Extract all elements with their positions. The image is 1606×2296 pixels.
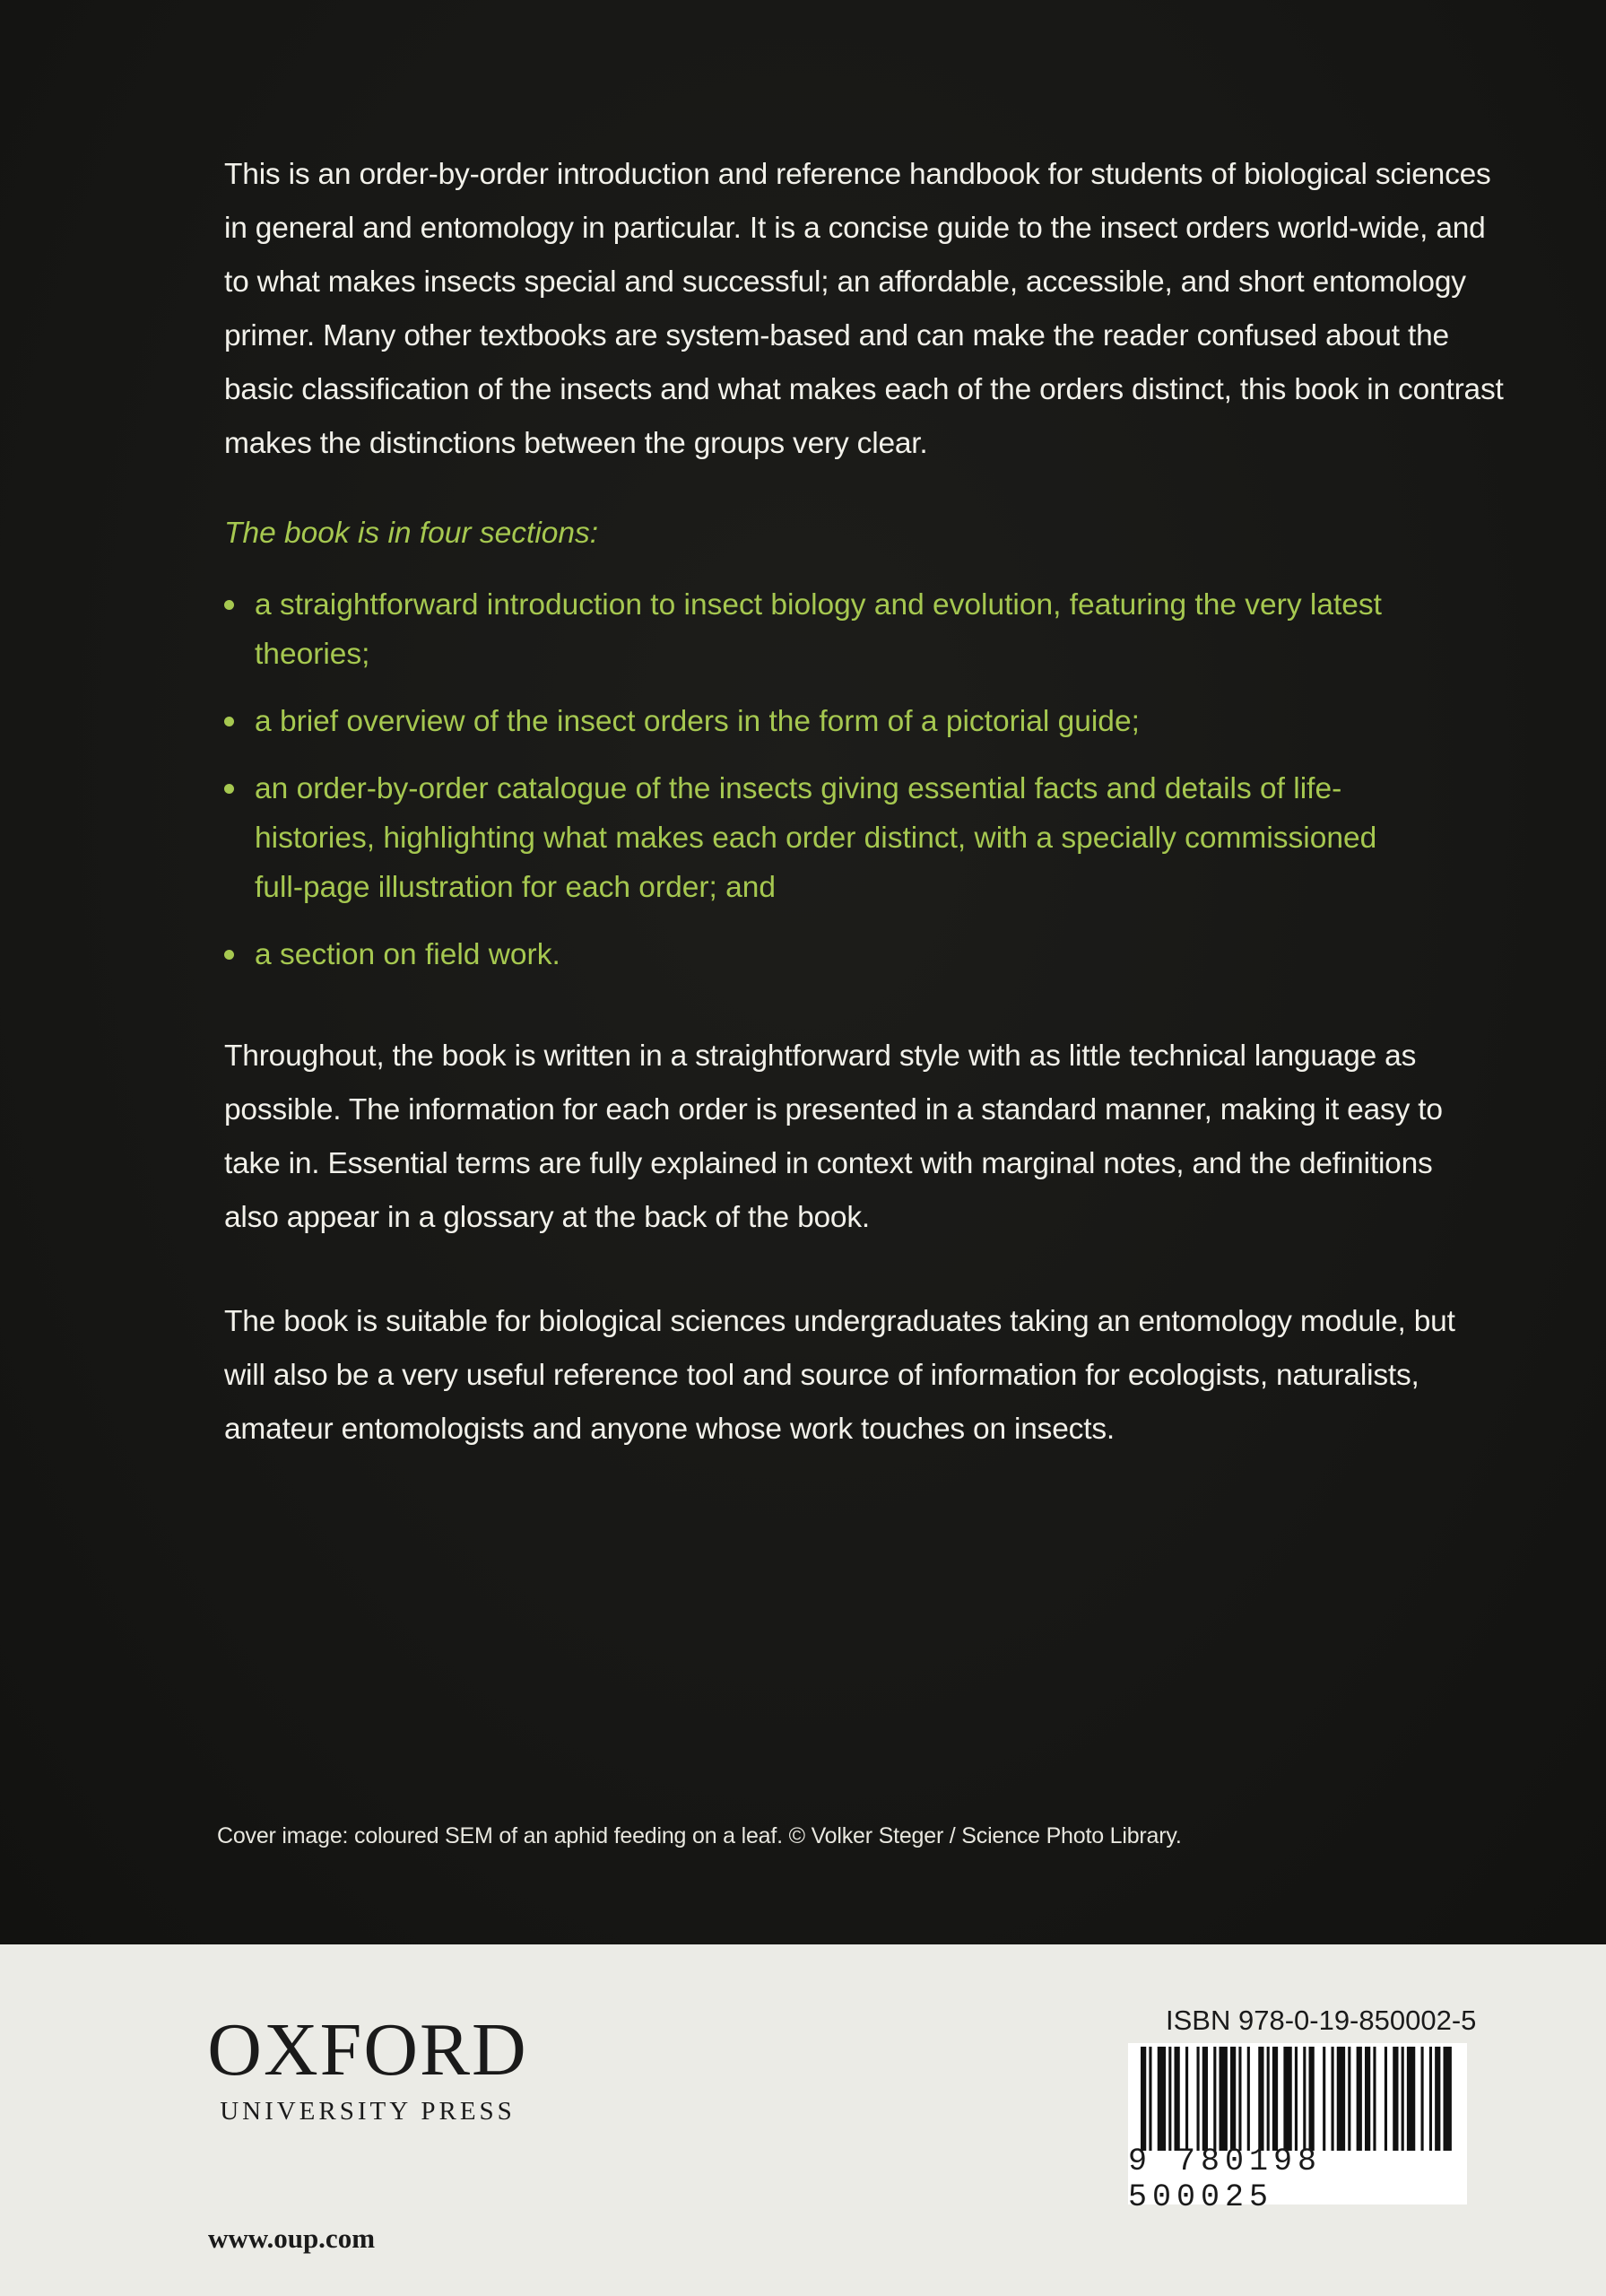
publisher-logo [197,2008,538,2126]
barcode-bar [1323,2047,1325,2151]
barcode-bar [1444,2047,1452,2151]
barcode-bar [1213,2047,1216,2151]
barcode-bar [1365,2047,1370,2151]
list-item-text: an order-by-order catalogue of the insects giving essential facts and details of life-histories, highlighting what makes each order distinct, with a specially commissioned full-page illustration for each order; and [255,772,1377,904]
bullet-icon [224,950,234,960]
barcode-number: 9 780198 500025 [1128,2144,1323,2215]
barcode-bar [1332,2047,1334,2151]
barcode-bar [1185,2047,1188,2151]
list-item [224,764,1402,912]
barcode-bar [1402,2047,1404,2151]
sections-list [224,580,1515,979]
barcode-bar [1149,2047,1151,2151]
list-item [224,930,1402,979]
barcode-bar [1309,2047,1315,2151]
barcode-bar [1258,2047,1263,2151]
isbn-label: ISBN 978-0-19-850002-5 [1166,2005,1477,2036]
barcode-bar [1385,2047,1387,2151]
barcode-bar [1141,2047,1146,2151]
barcode-bar [1175,2047,1180,2151]
audience-paragraph: The book is suitable for biological sciences undergraduates taking an entomology module, but will also be a very useful reference tool and source of information for ecologists, naturalists, amateur entomologists and anyone whose work touches on insects. [224,1305,1455,1446]
barcode-bar [1348,2047,1350,2151]
barcode-bar [1435,2047,1440,2151]
barcode-bar [1393,2047,1398,2151]
barcode-bar [1247,2047,1250,2151]
barcode-bar [1283,2047,1291,2151]
sections-heading: The book is in four sections: [224,517,599,550]
blurb [224,148,1515,1457]
cover-image-credit: Cover image: coloured SEM of an aphid feeding on a leaf. © Volker Steger / Science Photo Library. [217,1823,1182,1848]
barcode-bar [1158,2047,1166,2151]
barcode-bar [1429,2047,1432,2151]
bullet-icon [224,600,234,610]
list-item-text: a section on field work. [255,938,560,971]
barcode-icon [1141,2047,1454,2151]
list-item [224,697,1402,746]
intro-paragraph: This is an order-by-order introduction and reference handbook for students of biological sciences in general and entomology in particular. It is a concise guide to the insect orders world-wide, and to what makes insects special and successful; an affordable, accessible, and short entomology primer. Many other textbooks are system-based and can make the reader confused about the basic classification of the insects and what makes each of the orders distinct, this book in contrast makes the distinctions between the groups very clear. [224,158,1504,460]
barcode-bar [1168,2047,1171,2151]
bullet-icon [224,717,234,726]
publisher-name: OXFORD [207,2008,528,2092]
publisher-website: www.oup.com [208,2222,376,2254]
barcode-bar [1230,2047,1236,2151]
barcode-bar [1267,2047,1270,2151]
barcode-bar [1238,2047,1241,2151]
barcode-bar [1407,2047,1415,2151]
barcode-bar [1373,2047,1376,2151]
barcode-bar [1337,2047,1345,2151]
barcode-bar [1220,2047,1228,2151]
barcode-bar [1421,2047,1424,2151]
barcode-bar [1272,2047,1278,2151]
barcode-bar [1303,2047,1306,2151]
barcode-bar [1357,2047,1362,2151]
barcode-bar [1295,2047,1298,2151]
list-item-text: a brief overview of the insect orders in the form of a pictorial guide; [255,705,1140,738]
list-item-text: a straightforward introduction to insect biology and evolution, featuring the very latest theories; [255,588,1382,671]
publisher-subtitle: UNIVERSITY PRESS [220,2097,516,2126]
list-item [224,580,1402,679]
barcode-number-row [1128,2144,1467,2215]
bullet-icon [224,784,234,794]
barcode-bar [1197,2047,1200,2151]
style-paragraph: Throughout, the book is written in a straightforward style with as little technical language as possible. The information for each order is presented in a standard manner, making it easy to take in. Essential terms are fully explained in context with marginal notes, and the definitions also appear in a glossary at the back of the book. [224,1039,1443,1234]
barcode-bar [1202,2047,1208,2151]
